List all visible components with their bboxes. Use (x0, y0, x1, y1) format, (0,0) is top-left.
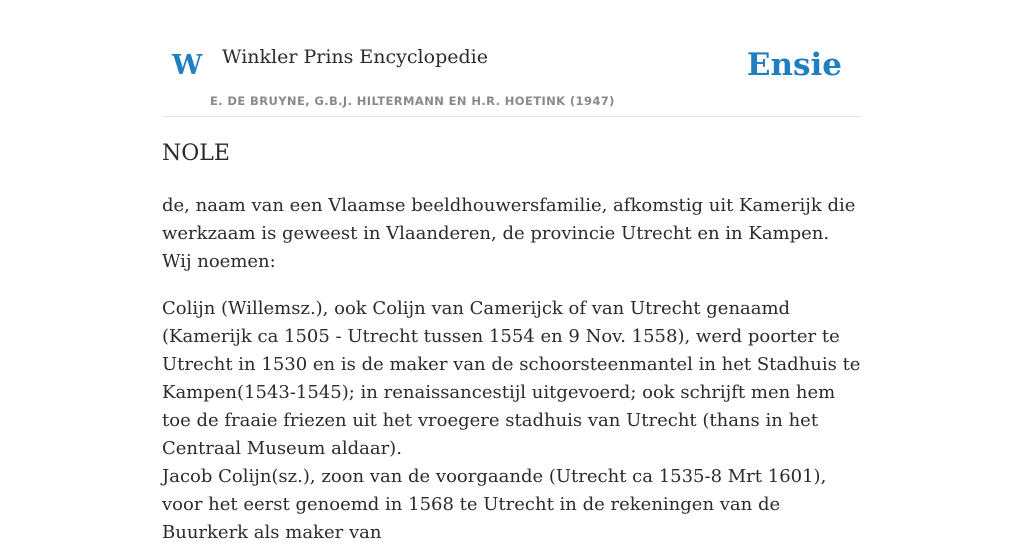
article-title: NOLE (162, 141, 230, 166)
publication-authors: E. DE BRUYNE, G.B.J. HILTERMANN EN H.R. HOETINK (1947) (210, 94, 615, 108)
site-header (162, 0, 862, 117)
article-paragraph: Jacob Colijn(sz.), zoon van de voorgaande (Utrecht ca 1535-8 Mrt 1601), voor het eerst genoemd in 1568 te Utrecht in de rekeningen van de Buurkerk als maker van (162, 466, 827, 543)
ensie-logo-link[interactable]: Ensie (746, 47, 842, 83)
publication-title[interactable]: Winkler Prins Encyclopedie (222, 46, 488, 68)
publication-logo[interactable]: W (172, 50, 203, 81)
article-paragraph: de, naam van een Vlaamse beeldhouwersfamilie, afkomstig uit Kamerijk die werkzaam is geweest in Vlaanderen, de provincie Utrecht en in Kampen. Wij noemen: (162, 195, 856, 272)
article-paragraph: Colijn (Willemsz.), ook Colijn van Camerijck of van Utrecht genaamd (Kamerijk ca 1505 - Utrecht tussen 1554 en 9 Nov. 1558), werd poorter te Utrecht in 1530 en is de maker van de schoorsteenmantel in het Stadhuis te Kampen(1543-1545); in renaissancestijl uitgevoerd; ook schrijft men hem toe de fraaie friezen uit het vroegere stadhuis van Utrecht (thans in het Centraal Museum aldaar). (162, 298, 861, 459)
page (162, 0, 862, 543)
